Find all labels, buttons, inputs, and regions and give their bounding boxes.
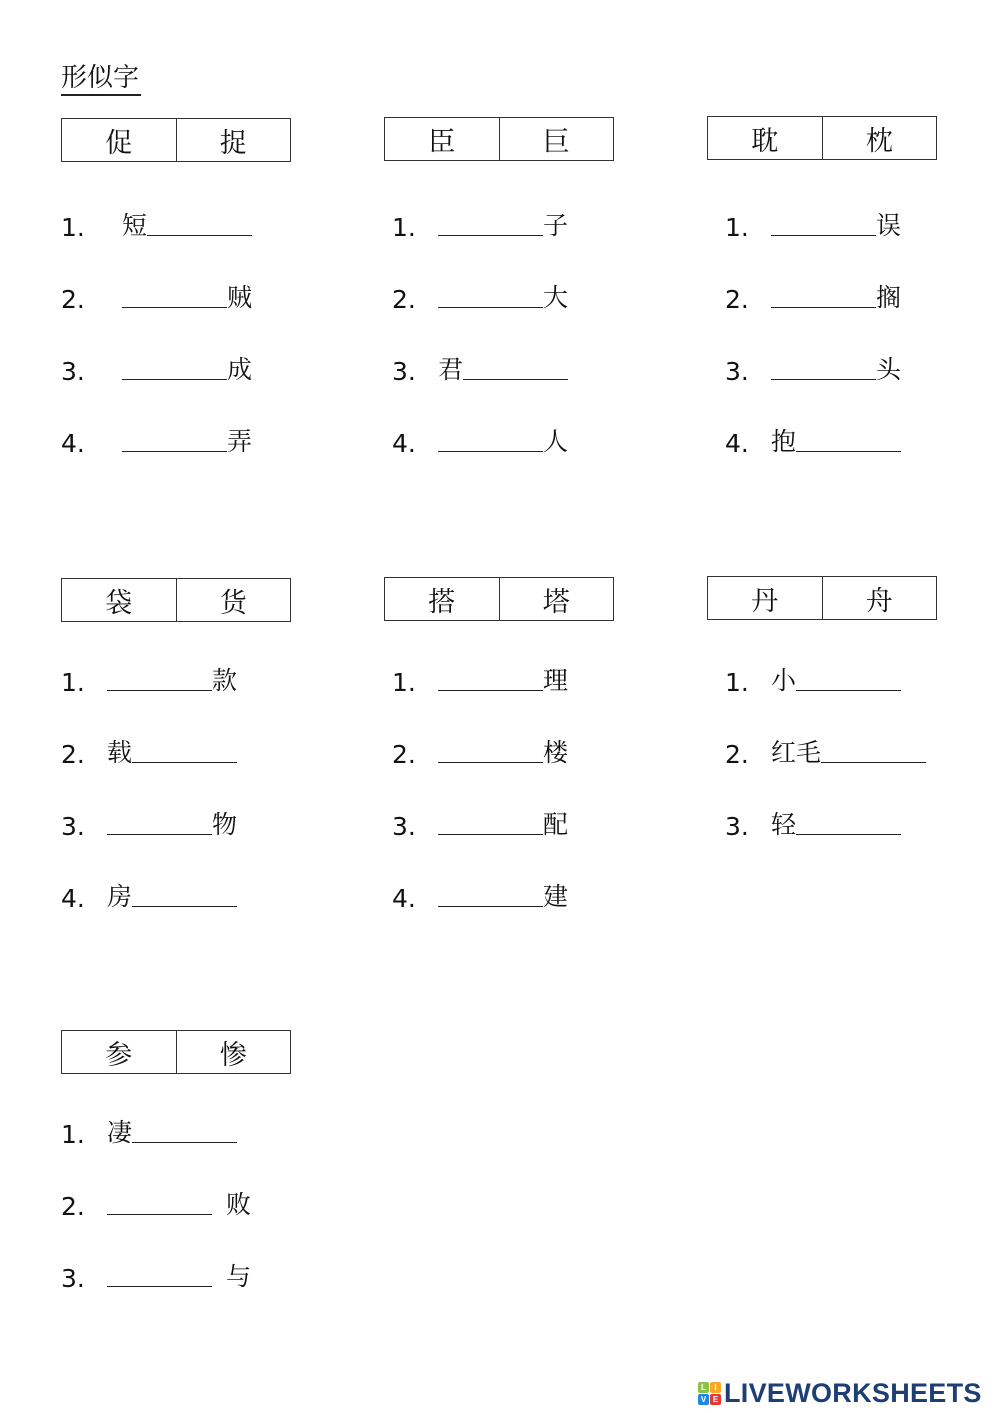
- suffix-character: 与: [226, 1262, 252, 1291]
- item-number: 3.: [61, 812, 85, 841]
- pair-character: 促: [105, 127, 133, 159]
- logo-tile: I: [710, 1382, 721, 1393]
- fill-in-item: [438, 208, 568, 242]
- answer-blank[interactable]: [771, 234, 876, 236]
- character-pair-box: [707, 576, 937, 620]
- pair-character: 塔: [499, 578, 614, 620]
- suffix-character: 配: [543, 810, 569, 839]
- answer-blank[interactable]: [796, 689, 901, 691]
- fill-in-item: [771, 735, 926, 769]
- fill-in-item: [107, 1259, 251, 1293]
- logo-icon: [698, 1382, 721, 1405]
- suffix-character: 物: [212, 810, 238, 839]
- answer-blank[interactable]: [771, 306, 876, 308]
- character-pair-box: [61, 578, 291, 622]
- item-number: 3.: [61, 357, 85, 386]
- pair-character: 臣: [428, 126, 456, 158]
- pair-character: 枕: [822, 117, 937, 159]
- answer-blank[interactable]: [438, 234, 543, 236]
- answer-blank[interactable]: [771, 378, 876, 380]
- answer-blank[interactable]: [438, 689, 543, 691]
- answer-blank[interactable]: [438, 306, 543, 308]
- character-pair-box: [707, 116, 937, 160]
- prefix-character: 小: [771, 666, 797, 695]
- answer-blank[interactable]: [796, 833, 901, 835]
- prefix-character: 凄: [107, 1118, 133, 1147]
- item-number: 2.: [61, 1192, 85, 1221]
- item-number: 2.: [61, 740, 85, 769]
- prefix-character: 载: [107, 738, 133, 767]
- logo-tile: L: [698, 1382, 709, 1393]
- liveworksheets-logo: [698, 1378, 982, 1409]
- answer-blank[interactable]: [107, 833, 212, 835]
- item-number: 3.: [61, 1264, 85, 1293]
- pair-character: 捉: [176, 119, 291, 161]
- fill-in-item: [771, 424, 901, 458]
- answer-blank[interactable]: [438, 761, 543, 763]
- suffix-character: 成: [227, 355, 253, 384]
- suffix-character: 头: [876, 355, 902, 384]
- fill-in-item: [438, 424, 568, 458]
- suffix-character: 建: [543, 882, 569, 911]
- item-number: 4.: [61, 884, 85, 913]
- pair-character: 丹: [751, 585, 779, 617]
- fill-in-item: [771, 208, 901, 242]
- item-number: 3.: [392, 812, 416, 841]
- suffix-character: 搁: [876, 283, 902, 312]
- fill-in-item: [771, 352, 901, 386]
- item-number: 3.: [725, 357, 749, 386]
- prefix-character: 抱: [771, 427, 797, 456]
- answer-blank[interactable]: [122, 378, 227, 380]
- character-pair-box: [384, 577, 614, 621]
- logo-text: LIVEWORKSHEETS: [724, 1378, 982, 1408]
- fill-in-item: [107, 1115, 237, 1149]
- answer-blank[interactable]: [132, 905, 237, 907]
- pair-character: 耽: [751, 125, 779, 157]
- fill-in-item: [107, 663, 237, 697]
- suffix-character: 款: [212, 666, 238, 695]
- answer-blank[interactable]: [107, 1285, 212, 1287]
- character-pair-box: [61, 1030, 291, 1074]
- fill-in-item: [438, 807, 568, 841]
- fill-in-item: [107, 1187, 251, 1221]
- item-number: 3.: [392, 357, 416, 386]
- answer-blank[interactable]: [821, 761, 926, 763]
- pair-character: 惨: [176, 1031, 291, 1073]
- item-number: 4.: [392, 429, 416, 458]
- answer-blank[interactable]: [438, 833, 543, 835]
- prefix-character: 红毛: [771, 738, 822, 767]
- fill-in-item: [122, 424, 252, 458]
- pair-character: 搭: [428, 586, 456, 618]
- item-number: 1.: [392, 213, 416, 242]
- fill-in-item: [107, 879, 237, 913]
- pair-character: 舟: [822, 577, 937, 619]
- fill-in-item: [438, 879, 568, 913]
- suffix-character: 败: [226, 1190, 252, 1219]
- item-number: 1.: [61, 213, 85, 242]
- item-number: 2.: [392, 285, 416, 314]
- answer-blank[interactable]: [132, 761, 237, 763]
- suffix-character: 贼: [227, 283, 253, 312]
- answer-blank[interactable]: [107, 689, 212, 691]
- suffix-character: 大: [543, 283, 569, 312]
- pair-character: 参: [105, 1039, 133, 1071]
- logo-tile: E: [710, 1394, 721, 1405]
- fill-in-item: [771, 280, 901, 314]
- logo-tile: V: [698, 1394, 709, 1405]
- fill-in-item: [438, 352, 568, 386]
- fill-in-item: [438, 663, 568, 697]
- fill-in-item: [107, 735, 237, 769]
- suffix-character: 子: [543, 211, 569, 240]
- item-number: 2.: [725, 740, 749, 769]
- answer-blank[interactable]: [122, 306, 227, 308]
- item-number: 2.: [392, 740, 416, 769]
- fill-in-item: [438, 735, 568, 769]
- item-number: 1.: [61, 668, 85, 697]
- suffix-character: 楼: [543, 738, 569, 767]
- prefix-character: 房: [107, 882, 133, 911]
- prefix-character: 短: [122, 211, 148, 240]
- worksheet-title: 形似字: [61, 62, 141, 96]
- answer-blank[interactable]: [132, 1141, 237, 1143]
- item-number: 2.: [725, 285, 749, 314]
- answer-blank[interactable]: [796, 450, 901, 452]
- fill-in-item: [122, 208, 252, 242]
- suffix-character: 理: [543, 666, 569, 695]
- fill-in-item: [122, 280, 252, 314]
- item-number: 1.: [725, 213, 749, 242]
- pair-character: 巨: [499, 118, 614, 160]
- item-number: 4.: [61, 429, 85, 458]
- suffix-character: 人: [543, 427, 569, 456]
- item-number: 3.: [725, 812, 749, 841]
- item-number: 1.: [725, 668, 749, 697]
- answer-blank[interactable]: [438, 450, 543, 452]
- answer-blank[interactable]: [438, 905, 543, 907]
- suffix-character: 误: [876, 211, 902, 240]
- pair-character: 袋: [105, 587, 133, 619]
- item-number: 4.: [725, 429, 749, 458]
- suffix-character: 弄: [227, 427, 253, 456]
- character-pair-box: [384, 117, 614, 161]
- character-pair-box: [61, 118, 291, 162]
- fill-in-item: [107, 807, 237, 841]
- fill-in-item: [771, 807, 901, 841]
- answer-blank[interactable]: [463, 378, 568, 380]
- item-number: 2.: [61, 285, 85, 314]
- item-number: 1.: [392, 668, 416, 697]
- pair-character: 货: [176, 579, 291, 621]
- item-number: 4.: [392, 884, 416, 913]
- answer-blank[interactable]: [122, 450, 227, 452]
- answer-blank[interactable]: [147, 234, 252, 236]
- fill-in-item: [122, 352, 252, 386]
- answer-blank[interactable]: [107, 1213, 212, 1215]
- prefix-character: 轻: [771, 810, 797, 839]
- fill-in-item: [438, 280, 568, 314]
- prefix-character: 君: [438, 355, 464, 384]
- item-number: 1.: [61, 1120, 85, 1149]
- fill-in-item: [771, 663, 901, 697]
